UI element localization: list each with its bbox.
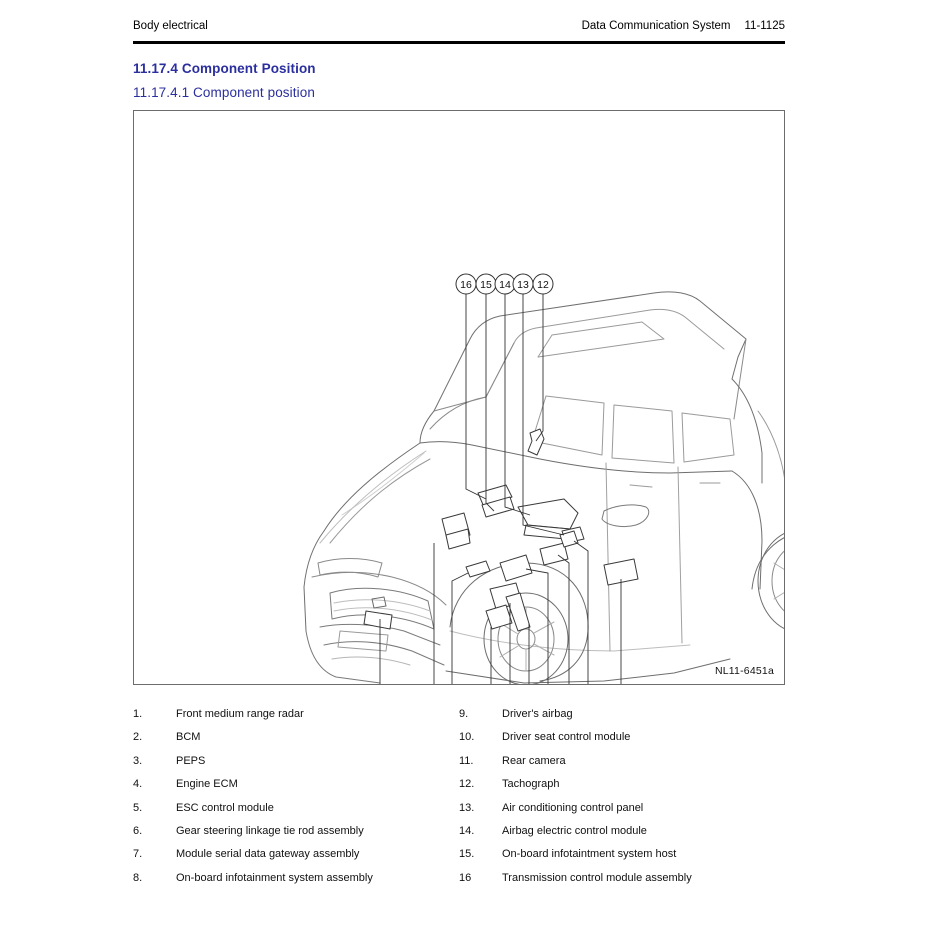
list-item <box>459 731 785 754</box>
list-item <box>133 778 459 801</box>
part-label: Front medium range radar <box>176 708 304 720</box>
vehicle-component-diagram <box>134 111 784 684</box>
list-item <box>133 872 459 895</box>
part-number: 2. <box>133 731 143 744</box>
part-label: Driver's airbag <box>502 708 573 720</box>
list-item <box>133 848 459 871</box>
header-right-group <box>582 20 785 32</box>
part-label: On-board infotainment system assembly <box>176 871 373 884</box>
header-section-title: Data Communication System <box>581 20 731 32</box>
header-divider <box>133 41 785 44</box>
list-item <box>133 802 459 825</box>
part-number: 13. <box>459 801 475 814</box>
list-item <box>459 778 785 801</box>
list-item <box>133 708 459 731</box>
part-number: 7. <box>133 848 143 861</box>
part-label: Tachograph <box>502 778 560 791</box>
part-number: 10. <box>459 731 475 744</box>
parts-legend-left-column <box>133 708 459 895</box>
figure-code: NL11-6451a <box>714 665 774 677</box>
part-label: Airbag electric control module <box>502 824 647 837</box>
svg-text:14: 14 <box>499 279 511 291</box>
header-page-number: 11-1125 <box>744 20 785 32</box>
list-item <box>459 848 785 871</box>
part-label: BCM <box>176 731 201 744</box>
list-item <box>133 731 459 754</box>
part-number: 15. <box>459 848 475 861</box>
part-number: 4. <box>133 778 143 791</box>
svg-text:15: 15 <box>480 279 492 291</box>
part-number: 11. <box>459 754 474 767</box>
part-number: 9. <box>459 708 469 720</box>
part-number: 12. <box>459 778 475 791</box>
part-label: Air conditioning control panel <box>502 801 644 814</box>
section-heading-level1: 11.17.4 Component Position <box>133 61 316 76</box>
list-item <box>459 708 785 731</box>
part-number: 5. <box>133 801 143 814</box>
part-number: 16 <box>459 871 472 884</box>
list-item <box>459 825 785 848</box>
list-item <box>133 825 459 848</box>
header-chapter-title: Body electrical <box>133 20 208 32</box>
list-item <box>459 872 785 895</box>
page-header <box>133 20 785 42</box>
parts-legend-right-column <box>459 708 785 895</box>
part-label: Module serial data gateway assembly <box>176 848 360 861</box>
part-label: Driver seat control module <box>502 731 631 744</box>
part-number: 14. <box>459 824 475 837</box>
part-number: 8. <box>133 871 143 884</box>
part-label: On-board infotaintment system host <box>502 848 677 861</box>
part-number: 3. <box>133 754 143 767</box>
part-label: Engine ECM <box>176 778 238 791</box>
part-number: 1. <box>133 708 143 720</box>
svg-text:16: 16 <box>460 279 472 291</box>
list-item <box>459 755 785 778</box>
part-number: 6. <box>133 824 143 837</box>
part-label: Transmission control module assembly <box>502 871 692 884</box>
component-position-figure <box>133 110 785 685</box>
svg-text:13: 13 <box>517 279 529 291</box>
part-label: ESC control module <box>176 801 274 814</box>
part-label: Rear camera <box>502 754 566 767</box>
svg-text:12: 12 <box>537 279 549 291</box>
part-label: Gear steering linkage tie rod assembly <box>176 824 364 837</box>
list-item <box>133 755 459 778</box>
list-item <box>459 802 785 825</box>
part-label: PEPS <box>176 754 206 767</box>
section-heading-level2: 11.17.4.1 Component position <box>133 85 315 100</box>
